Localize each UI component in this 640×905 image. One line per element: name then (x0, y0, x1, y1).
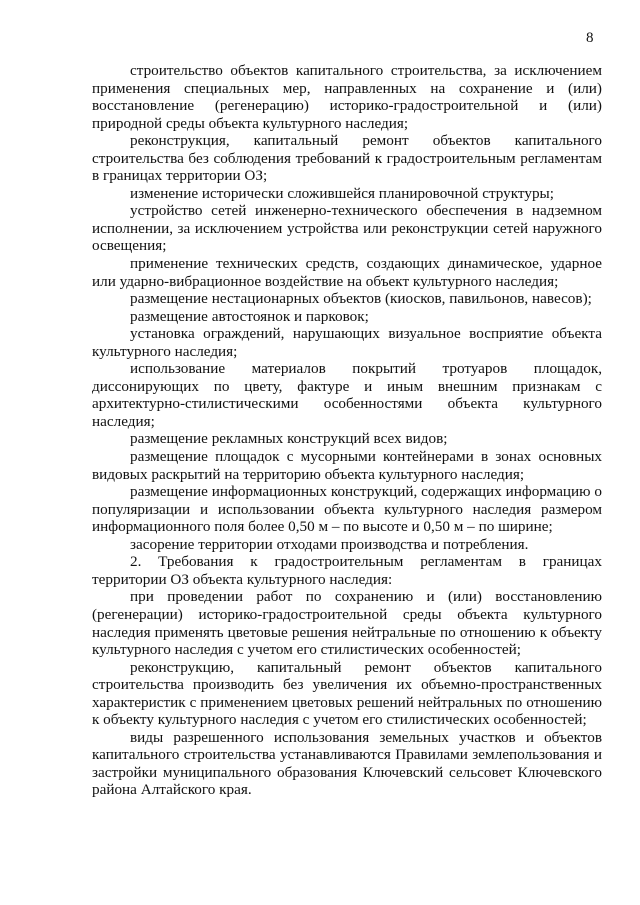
paragraph: использование материалов покрытий тротуаров площадок, диссонирующих по цвету, фактуре и иным внешним признакам с архитектурно-стилистическими особенностями объекта культурного наследия; (92, 360, 602, 430)
page-number: 8 (586, 30, 594, 46)
document-body (92, 62, 602, 799)
paragraph: строительство объектов капитального строительства, за исключением применения специальных мер, направленных на сохранение и (или) восстановление (регенерацию) историко-градостроительной и (или) природной среды объекта культурного наследия; (92, 62, 602, 132)
paragraph: виды разрешенного использования земельных участков и объектов капитального строительства устанавливаются Правилами землепользования и застройки муниципального образования Ключевский сельсовет Ключевского района Алтайского края. (92, 728, 602, 799)
paragraph: реконструкцию, капитальный ремонт объектов капитального строительства производить без увеличения их объемно-пространственных характеристик с применением цветовых решений нейтральных по отношению к объекту культурного наследия с учетом его стилистических особенностей; (92, 658, 602, 729)
paragraph: размещение автостоянок и парковок; (130, 307, 369, 325)
paragraph: размещение площадок с мусорными контейнерами в зонах основных видовых раскрытий на территорию объекта культурного наследия; (92, 448, 602, 483)
paragraph: засорение территории отходами производства и потребления. (130, 535, 529, 553)
paragraph: устройство сетей инженерно-технического обеспечения в надземном исполнении, за исключением устройства или реконструкции сетей наружного освещения; (92, 202, 602, 255)
paragraph: размещение информационных конструкций, содержащих информацию о популяризации и использовании объекта культурного наследия размером информационного поля более 0,50 м – по высоте и 0,50 м – по ширине; (92, 483, 602, 536)
paragraph: реконструкция, капитальный ремонт объектов капитального строительства без соблюдения требований к градостроительным регламентам в границах территории ОЗ; (92, 132, 602, 185)
paragraph: при проведении работ по сохранению и (или) восстановлению (регенерации) историко-градостроительной среды объекта культурного наследия применять цветовые решения нейтральные по отношению к объекту культурного наследия с учетом его стилистических особенностей; (92, 588, 602, 659)
paragraph: применение технических средств, создающих динамическое, ударное или ударно-вибрационное воздействие на объект культурного наследия; (92, 255, 602, 290)
section-heading: 2. Требования к градостроительным регламентам в границах территории ОЗ объекта культурного наследия: (92, 553, 602, 588)
paragraph: размещение рекламных конструкций всех видов; (130, 430, 448, 448)
paragraph: установка ограждений, нарушающих визуальное восприятие объекта культурного наследия; (92, 325, 602, 360)
paragraph: изменение исторически сложившейся планировочной структуры; (130, 184, 554, 202)
paragraph: размещение нестационарных объектов (киосков, павильонов, навесов); (130, 290, 592, 308)
